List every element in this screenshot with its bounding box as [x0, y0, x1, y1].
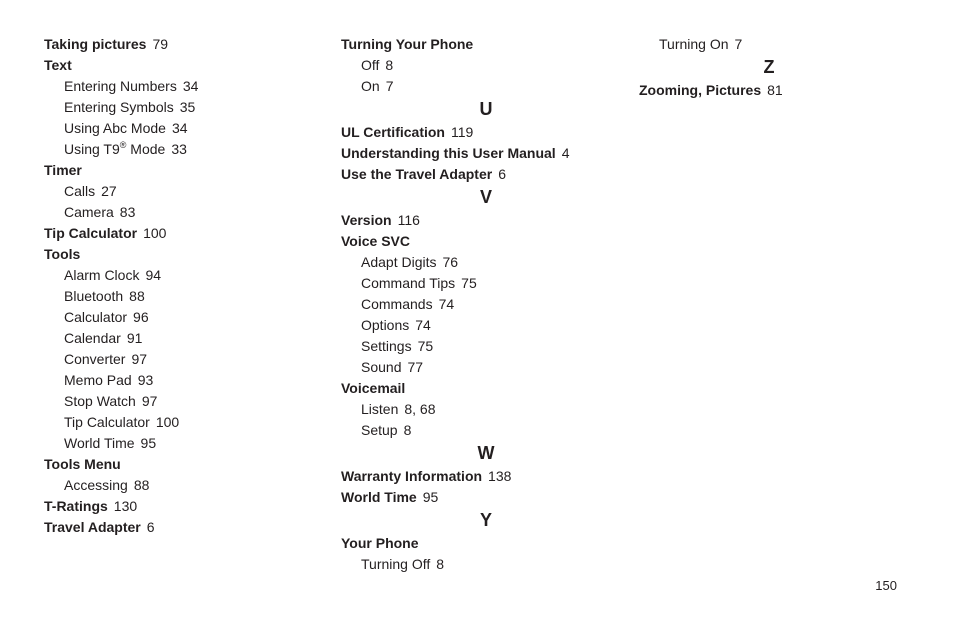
index-column-3 — [639, 34, 899, 101]
index-subentry — [44, 370, 334, 391]
index-term: Memo Pad — [64, 372, 132, 388]
index-entry — [44, 496, 334, 517]
page-ref: 96 — [133, 309, 149, 325]
index-subentry — [44, 328, 334, 349]
index-term: Taking pictures — [44, 36, 147, 52]
index-subentry — [639, 34, 899, 55]
page-ref: 95 — [422, 489, 439, 505]
index-subentry — [44, 391, 334, 412]
page-ref: 138 — [488, 468, 512, 484]
index-entry — [44, 454, 334, 475]
index-subentry — [44, 181, 334, 202]
index-column-2 — [341, 34, 631, 575]
index-term: Entering Numbers — [64, 78, 177, 94]
index-term: Timer — [44, 162, 82, 178]
index-term: Adapt Digits — [361, 254, 437, 270]
index-term: Sound — [361, 359, 402, 375]
index-entry — [341, 231, 631, 252]
page-ref: 94 — [145, 267, 162, 283]
page-ref: 35 — [179, 99, 196, 115]
index-subentry — [44, 76, 334, 97]
index-entry — [341, 210, 631, 231]
index-subentry — [44, 118, 334, 139]
index-subentry — [44, 139, 334, 160]
index-subentry — [44, 202, 334, 223]
index-subentry — [341, 273, 631, 294]
index-entry — [44, 34, 334, 55]
index-subentry — [341, 399, 631, 420]
index-subentry — [44, 286, 334, 307]
index-term: Off — [361, 57, 380, 73]
page-ref: 100 — [143, 225, 167, 241]
index-term: Calls — [64, 183, 96, 199]
index-entry — [341, 122, 631, 143]
page-number: 150 — [875, 578, 897, 593]
page-ref: 74 — [415, 317, 431, 333]
index-subentry — [44, 97, 334, 118]
index-term: Converter — [64, 351, 126, 367]
page-ref: 34 — [171, 120, 188, 136]
page-ref: 6 — [498, 166, 507, 182]
index-term: Tools — [44, 246, 81, 262]
index-term: Tip Calculator — [44, 225, 138, 241]
index-subentry — [341, 76, 631, 97]
index-letter-heading: V — [479, 187, 492, 207]
page-ref: 83 — [119, 204, 136, 220]
index-term: Using T9 — [64, 141, 120, 157]
index-term: Settings — [361, 338, 412, 354]
index-subentry — [341, 357, 631, 378]
page-ref: 79 — [152, 36, 169, 52]
page-ref: 8 — [385, 57, 394, 73]
index-subentry — [341, 420, 631, 441]
index-entry — [341, 378, 631, 399]
index-term: Bluetooth — [64, 288, 124, 304]
page-ref: 88 — [133, 477, 150, 493]
index-entry — [639, 80, 899, 101]
index-term: Turning Your Phone — [341, 36, 474, 52]
index-term: Voice SVC — [341, 233, 410, 249]
index-subentry — [44, 349, 334, 370]
page-ref: 100 — [155, 414, 180, 430]
index-subentry — [341, 252, 631, 273]
index-term: Commands — [361, 296, 433, 312]
page-ref: 34 — [182, 78, 199, 94]
index-term: Tools Menu — [44, 456, 121, 472]
index-subentry — [341, 55, 631, 76]
page-ref: 77 — [407, 359, 424, 375]
index-term: Use the Travel Adapter — [341, 166, 493, 182]
page-ref: 81 — [767, 82, 783, 98]
index-term: Text — [44, 57, 72, 73]
index-term: Version — [341, 212, 392, 228]
index-term: On — [361, 78, 380, 94]
page-ref: 88 — [129, 288, 145, 304]
index-letter-heading: Y — [479, 510, 492, 530]
page-ref: 97 — [131, 351, 148, 367]
index-column-1 — [44, 34, 334, 538]
index-term: Entering Symbols — [64, 99, 174, 115]
index-term: Turning On — [659, 36, 729, 52]
index-term: Command Tips — [361, 275, 456, 291]
index-term: Travel Adapter — [44, 519, 141, 535]
index-entry — [341, 164, 631, 185]
page-ref: 74 — [438, 296, 455, 312]
index-term: Turning Off — [361, 556, 431, 572]
index-entry — [341, 487, 631, 508]
index-letter-heading: W — [477, 443, 495, 463]
index-term: Warranty Information — [341, 468, 483, 484]
index-term: World Time — [341, 489, 417, 505]
index-subentry — [44, 475, 334, 496]
index-term-suffix: Mode — [126, 141, 166, 157]
index-entry — [341, 34, 631, 55]
index-subentry — [341, 294, 631, 315]
index-entry — [44, 55, 334, 76]
index-subentry — [341, 315, 631, 336]
page-ref: 75 — [461, 275, 477, 291]
page-ref: 6 — [146, 519, 155, 535]
index-term: Using Abc Mode — [64, 120, 166, 136]
index-subentry — [44, 265, 334, 286]
page-ref: 7 — [734, 36, 743, 52]
page-ref: 8 — [436, 556, 445, 572]
index-term: UL Certification — [341, 124, 445, 140]
index-entry — [44, 244, 334, 265]
index-letter-heading: Z — [763, 57, 775, 77]
index-entry — [44, 160, 334, 181]
index-term: Listen — [361, 401, 399, 417]
page-ref: 27 — [101, 183, 117, 199]
index-entry — [44, 517, 334, 538]
page-ref: 8 — [403, 422, 412, 438]
page-ref: 130 — [113, 498, 138, 514]
index-subentry — [341, 554, 631, 575]
index-entry — [341, 533, 631, 554]
page-ref: 33 — [171, 141, 187, 157]
page-ref: 116 — [397, 212, 420, 228]
index-term: Understanding this User Manual — [341, 145, 556, 161]
index-term: Options — [361, 317, 410, 333]
page-ref: 91 — [126, 330, 143, 346]
index-term: Calendar — [64, 330, 121, 346]
index-term: Setup — [361, 422, 398, 438]
page-ref: 4 — [561, 145, 570, 161]
page-ref: 76 — [442, 254, 459, 270]
index-subentry — [341, 336, 631, 357]
index-subentry — [44, 307, 334, 328]
index-subentry — [44, 433, 334, 454]
page-ref: 119 — [450, 124, 474, 140]
page-ref: 7 — [385, 78, 394, 94]
page-ref: 75 — [417, 338, 434, 354]
index-subentry — [44, 412, 334, 433]
index-letter-heading: U — [479, 99, 493, 119]
page-ref: 95 — [140, 435, 157, 451]
index-term: Zooming, Pictures — [639, 82, 762, 98]
index-term: Stop Watch — [64, 393, 136, 409]
registered-mark: ® — [119, 140, 127, 150]
index-entry — [341, 143, 631, 164]
page-ref: 97 — [141, 393, 158, 409]
index-term: Voicemail — [341, 380, 406, 396]
index-term: Calculator — [64, 309, 128, 325]
page-ref: 93 — [137, 372, 154, 388]
index-term: Camera — [64, 204, 114, 220]
index-entry — [341, 466, 631, 487]
index-term: T-Ratings — [44, 498, 108, 514]
index-term: Accessing — [64, 477, 128, 493]
index-term: Your Phone — [341, 535, 419, 551]
index-entry — [44, 223, 334, 244]
index-term: World Time — [64, 435, 135, 451]
index-term: Tip Calculator — [64, 414, 150, 430]
page-ref: 8, 68 — [404, 401, 436, 417]
index-term: Alarm Clock — [64, 267, 140, 283]
